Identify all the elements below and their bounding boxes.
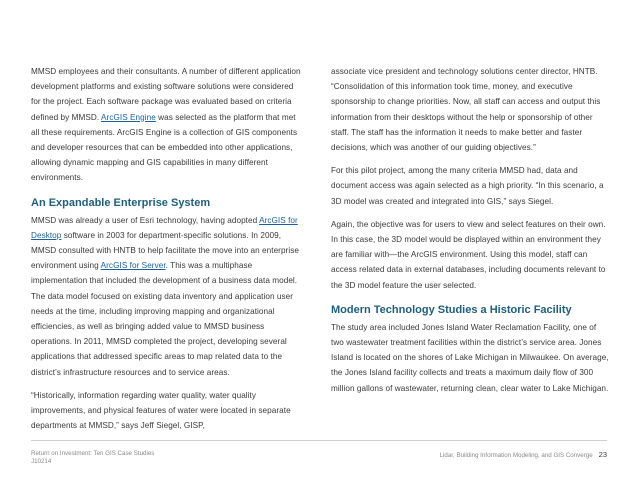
arcgis-server-link[interactable]: ArcGIS for Server bbox=[100, 261, 166, 271]
right-paragraph-1: associate vice president and technology solutions center director, HNTB. “Consolidation of this information took time, money, and executive sponsorship to change priorities. Now, all staff can access and output this information from their desktops without the help or sponsorship of other staff. The staff has the information it needs to make better and faster decisions, which was another of our guiding objectives.” bbox=[331, 67, 601, 153]
left-paragraph-2 bbox=[31, 213, 303, 380]
right-column bbox=[331, 64, 611, 404]
page-footer bbox=[31, 440, 607, 467]
left-paragraph-1 bbox=[31, 64, 303, 186]
arcgis-desktop-link[interactable]: ArcGIS for Desktop bbox=[31, 215, 298, 240]
left-p2b-text: software in 2003 for department-specific solutions. In 2009, MMSD consulted with HNTB to help facilitate the move into an enterprise environment using bbox=[31, 230, 299, 271]
left-paragraph-3: “Historically, information regarding water quality, water quality improvements, and physical features of water were located in separate departments at MMSD,” says Jeff Siegel, GISP, bbox=[31, 390, 291, 431]
footer-publication-title: Return on Investment: Ten GIS Case Studies bbox=[31, 450, 155, 457]
footer-left bbox=[31, 450, 154, 466]
left-p2c-text: . This was a multiphase implementation that included the development of a business data model. The data model focused on existing data inventory and application user needs at the time, including improving mapping and organizational efficiencies, as well as bringing added value to MMSD business operations. In 2011, MMSD completed the project, developing several applications that addressed specific areas to map related data to the district’s infrastructure resources and to service areas. bbox=[31, 261, 298, 377]
footer-chapter-title: Lidar, Building Information Modeling, and GIS Converge bbox=[439, 452, 593, 459]
section-heading-expandable: An Expandable Enterprise System bbox=[31, 196, 211, 209]
footer-publication-code: J10214 bbox=[31, 458, 52, 465]
left-p1b-text: was selected as the platform that met all these requirements. ArcGIS Engine is a collection of GIS components and developer resources that can be embedded into other applications, allowing dynamic mapping and GIS capabilities in many different environments. bbox=[31, 112, 298, 183]
right-paragraph-4: The study area included Jones Island Water Reclamation Facility, one of two wastewater treatment facilities within the district’s service area. Jones Island is located on the shores of Lake Michigan in Milwaukee. On average, the Jones Island facility collects and treats a maximum daily flow of 300 million gallons of wastewater, returning clean, clear water to Lake Michigan. bbox=[331, 322, 609, 393]
footer-right bbox=[440, 451, 607, 460]
right-paragraph-3: Again, the objective was for users to view and select features on their own. In this case, the 3D model would be displayed within an environment they are familiar with—the ArcGIS environment. Using this model, staff can access related data in external databases, including documents relevant to the 3D model feature the user selected. bbox=[331, 219, 606, 290]
page-number: 23 bbox=[598, 450, 607, 459]
right-paragraph-2: For this pilot project, among the many criteria MMSD had, data and document access was again selected as a high priority. “In this scenario, a 3D model was created and integrated into GIS,” says Siegel. bbox=[331, 166, 604, 206]
left-column bbox=[31, 64, 303, 441]
arcgis-engine-link[interactable]: ArcGIS Engine bbox=[101, 112, 156, 122]
section-heading-modern-technology: Modern Technology Studies a Historic Facility bbox=[331, 303, 572, 316]
left-p1-text: MMSD employees and their consultants. A number of different application development platforms and existing software solutions were considered for the project. Each software package was evaluated based on criteria defined by MMSD. bbox=[31, 67, 301, 122]
left-p2a-text: MMSD was already a user of Esri technology, having adopted bbox=[31, 215, 260, 225]
